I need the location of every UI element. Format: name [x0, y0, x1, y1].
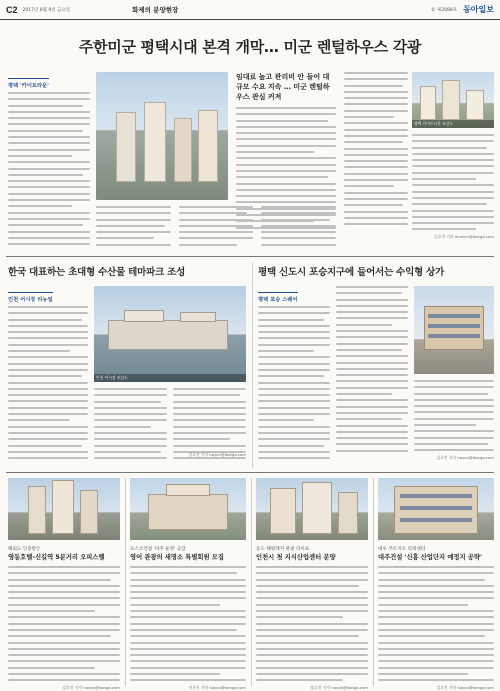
- bottom-story-4-kicker: 대우 푸르지오 리빙센터: [378, 547, 426, 552]
- mid-right-headline: 평택 신도시 포승지구에 들어서는 수익형 상가: [258, 267, 445, 278]
- bottom-photo-2: [130, 478, 246, 540]
- mid-right-col-1: [258, 286, 330, 466]
- bottom-story-1: [8, 546, 120, 691]
- bottom-story-1-kicker: 해외도 인증받은: [8, 547, 41, 552]
- issue-date: 2017년 8월 9일 금요일: [22, 7, 71, 13]
- bottom-story-2-kicker: 포스코건설 '파주 운정' 공급: [130, 547, 186, 552]
- bottom-photo-4: [378, 478, 494, 540]
- top-article-col-1: [8, 72, 90, 246]
- mid-left-byline-wrap: [176, 452, 246, 466]
- divider-top: [6, 256, 494, 257]
- mid-left-col-1: [8, 286, 88, 466]
- top-article-col-3: [344, 72, 408, 248]
- bottom-photo-1: [8, 478, 120, 540]
- page-masthead: [0, 0, 500, 20]
- mid-vertical-divider: [252, 262, 253, 468]
- mid-right-col-2: [336, 286, 408, 466]
- bottom-story-2-title: 영어 관광의 새명소 특별회원 모집: [130, 554, 224, 561]
- top-photo-right: [412, 72, 494, 128]
- bottom-story-3-byline: 임호진 기자 hoyon@donga.com: [310, 685, 368, 691]
- mid-right-col-3: [414, 380, 494, 466]
- top-subhead: 임대료 높고 관리비 안 들어 대규모 수요 지속 … 미군 렌털하우스 관심 커져: [236, 73, 330, 101]
- section-title: 화제의 분양현장: [132, 6, 179, 14]
- bottom-divider-3: [373, 478, 374, 686]
- bottom-story-3-kicker: 송도 해양레저 관광 라이프: [256, 547, 310, 552]
- bottom-divider-1: [125, 478, 126, 686]
- main-headline: 주한미군 평택시대 본격 개막… 미군 렌털하우스 각광: [78, 38, 422, 56]
- mid-right-kicker: 평택 포승 스퀘어: [258, 292, 298, 303]
- mid-left-headline: 한국 대표하는 초대형 수산물 테마파크 조성: [8, 267, 186, 278]
- page-number: C2: [6, 4, 18, 15]
- mid-left-photo: [94, 286, 246, 382]
- bottom-story-4: [378, 546, 494, 691]
- bottom-story-2: [130, 546, 246, 691]
- top-byline: 김호진 기자 ohnkim@donga.com: [434, 234, 494, 240]
- mid-right-byline: 김호진 기자 hoyon@donga.com: [436, 455, 494, 461]
- bottom-story-2-byline: 이옥진 기자 hoyon@donga.com: [188, 685, 246, 691]
- bottom-photo-3: [256, 478, 368, 540]
- bottom-divider-2: [251, 478, 252, 686]
- top-article-col-4: [412, 134, 494, 250]
- mid-left-photo-caption: 인천 어시장 조감도: [94, 374, 246, 382]
- bottom-story-3: [256, 546, 368, 691]
- mid-left-byline: 김호진 기자 hoyon@donga.com: [188, 452, 246, 457]
- newspaper-logo: 동아일보: [463, 5, 494, 14]
- top-photo-caption: 평택 카이트타운 조감도: [412, 120, 494, 128]
- bottom-story-4-title: 대주건설 '신흥 산업단지 예정지 공략': [378, 554, 482, 561]
- masthead-right: [431, 4, 494, 15]
- bottom-story-1-title: 영동호텔-신길역 5분거리 오피스텔: [8, 554, 105, 561]
- mid-left-kicker: 인천 어시장 리뉴얼: [8, 292, 53, 303]
- bottom-story-3-title: 인천시 첫 지식산업센터 분양: [256, 554, 336, 561]
- mid-right-photo: [414, 286, 494, 374]
- top-article-bottom-cols: [96, 206, 336, 248]
- top-photo-left: [96, 72, 228, 200]
- divider-middle: [6, 472, 494, 473]
- top-kicker: 평택 '카이트타운': [8, 78, 49, 89]
- bottom-story-1-byline: 김호진 기자 hoyon@donga.com: [62, 685, 120, 691]
- issue-number: © 제2888호: [431, 7, 458, 13]
- bottom-story-4-byline: 김호진 기자 hoyon@donga.com: [436, 685, 494, 691]
